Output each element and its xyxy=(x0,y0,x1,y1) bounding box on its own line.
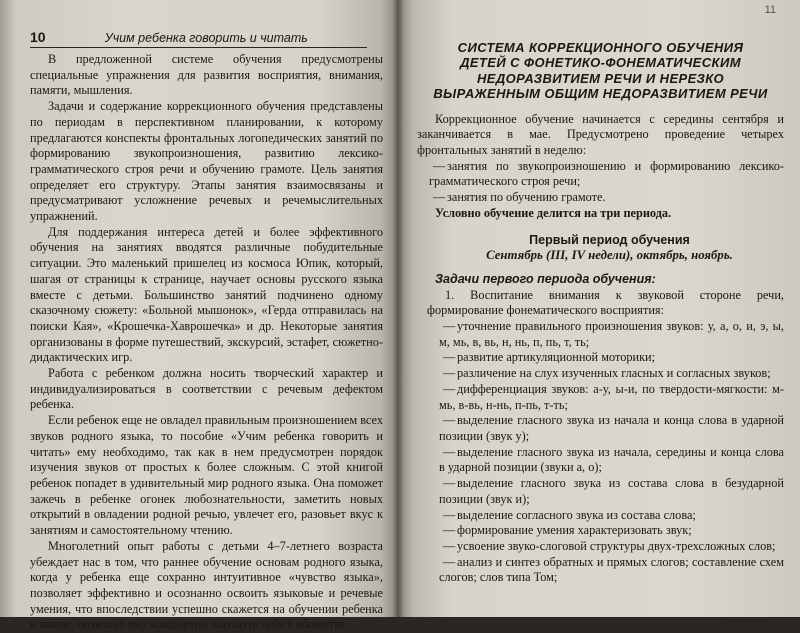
left-paragraph-4: Работа с ребенком должна носить творческий характер и индивидуализироваться в соответствии с речевым дефектом ребенка. xyxy=(30,366,383,412)
section-heading xyxy=(417,40,784,102)
left-paragraph-3: Для поддержания интереса детей и более эффективного обучения на занятиях вводятся различные побудительные ситуации. Это маленький пришелец из космоса Юпик, который, шагая от страницы к странице, научает основы русского языка вместе с детьми. Большинство занятий подчинено одному сказочному сюжету: «Больной мышонок», «Герда отправилась на поиски Кая», «Крошечка-Хаврошечка» и др. Некоторые занятия организованы в форме путешествий, экскурсий, эстафет, сюжетно-дидактических игр. xyxy=(30,224,383,365)
intro-paragraph: Коррекционное обучение начинается с середины сентября и заканчивается в мае. Предусмотрено проведение четырех фронтальных занятий в неделю: xyxy=(417,111,784,158)
task-1-item-1: — уточнение правильного произношения звуков: у, а, о, и, э, ы, м, мь, в, вь, н, нь, п, пь, т, ть; xyxy=(417,319,784,350)
left-paragraph-2: Задачи и содержание коррекционного обучения представлены по периодам в перспективном планировании, к которому предлагаются конспекты фронтальных логопедических занятий по формированию звукопроизношения, развитию лексико-грамматического строя речи и обучению грамоте. Цель занятия определяет его структуру. Этапы занятия взаимосвязаны и предусматривают усложнение речевых и речемыслительных упражнений. xyxy=(30,99,383,224)
left-page-number: 10 xyxy=(30,29,46,45)
task-1-item-7: — выделение гласного звука из состава слова в безударной позиции (звук и); xyxy=(417,476,784,507)
left-page xyxy=(0,0,397,632)
heading-line-4: ВЫРАЖЕННЫМ ОБЩИМ НЕДОРАЗВИТИЕМ РЕЧИ xyxy=(433,86,768,102)
spacer xyxy=(417,222,784,233)
task-1-item-3: — различение на слух изученных гласных и согласных звуков; xyxy=(417,366,784,382)
right-page xyxy=(397,0,800,617)
task-1-item-5: — выделение гласного звука из начала и конца слова в ударной позиции (звук у); xyxy=(417,413,784,444)
left-running-title: Учим ребенка говорить и читать xyxy=(104,31,308,45)
task-1-item-6: — выделение гласного звука из начала, середины и конца слова в ударной позиции (звуки а, о); xyxy=(417,445,784,476)
right-page-number: 11 xyxy=(764,4,776,16)
task-1: 1. Воспитание внимания к звуковой стороне речи, формирование фонематического восприятия: xyxy=(427,287,784,318)
task-1-item-4: — дифференциация звуков: а-у, ы-и, по твердости-мягкости: м-мь, в-вь, н-нь, п-пь, т-ть; xyxy=(417,382,784,413)
left-running-head xyxy=(30,29,367,48)
heading-line-1: СИСТЕМА КОРРЕКЦИОННОГО ОБУЧЕНИЯ xyxy=(457,40,744,55)
left-page-body xyxy=(30,52,383,633)
heading-line-2: ДЕТЕЙ С ФОНЕТИКО-ФОНЕМАТИЧЕСКИМ xyxy=(460,55,741,71)
tasks-label: Задачи первого периода обучения: xyxy=(435,271,656,286)
weekly-item-1: — занятия по звукопроизношению и формированию лексико-грамматического строя речи; xyxy=(417,159,784,190)
heading-line-3: НЕДОРАЗВИТИЕМ РЕЧИ И НЕРЕЗКО xyxy=(477,70,724,86)
task-1-item-9: — формирование умения характеризовать звук; xyxy=(417,523,784,539)
left-paragraph-1: В предложенной системе обучения предусмотрены специальные упражнения для развития восприятия, внимания, памяти, мышления. xyxy=(30,52,383,98)
task-1-item-11: — анализ и синтез обратных и прямых слогов; составление схем слогов; слов типа Том; xyxy=(417,555,784,586)
weekly-item-2: — занятия по обучению грамоте. xyxy=(417,190,784,206)
left-paragraph-5: Если ребенок еще не овладел правильным произношением всех звуков родного языка, то пособие «Учим ребенка говорить и читать» ему необходимо, так как в нем предусмотрен порядок изучения звуков от простых к более сложным. С этой книгой ребенок попадет в удивительный мир родного языка. Она поможет зажечь в ребенке огонек любознательности, заметить новых открытий в овладении родной речью, увлечет его, разовьет вкус к занятиям и самостоятельному чтению. xyxy=(30,413,383,538)
task-1-item-2: — развитие артикуляционной моторики; xyxy=(417,350,784,366)
task-1-item-10: — усвоение звуко-слоговой структуры двух-трехсложных слов; xyxy=(417,539,784,555)
period-title: Первый период обучения xyxy=(529,232,690,247)
period-months: Сентябрь (III, IV недели), октябрь, ноябрь. xyxy=(486,248,733,263)
left-paragraph-6: Многолетний опыт работы с детьми 4–7-летнего возраста убеждает нас в том, что раннее обучение основам родного языка, когда у ребенка еще сохранно интуитивное «чувство языка», позволяет эффективно и осознанно освоить языковые и речевые умения, что впоследствии успешно скажется на обучении ребенка в школе, позволит ему комфортно ощущать себя в обществе. xyxy=(30,538,383,632)
book-gutter xyxy=(392,0,404,617)
periods-note: Условно обучение делится на три периода. xyxy=(435,205,672,220)
task-1-item-8: — выделение согласного звука из состава слова; xyxy=(417,508,784,524)
